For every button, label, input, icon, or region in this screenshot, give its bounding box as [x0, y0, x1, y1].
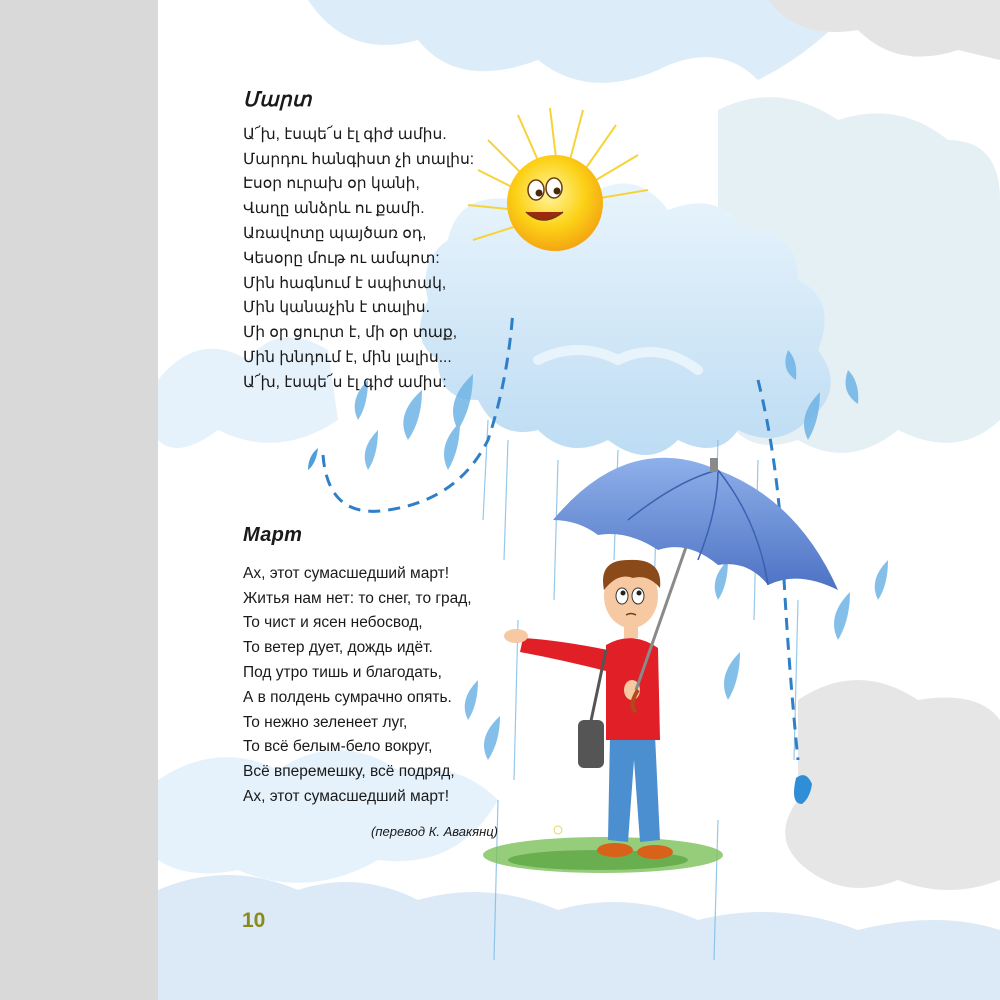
russian-poem-title: Март	[243, 524, 303, 546]
russian-poem-line: А в полдень сумрачно опять.	[243, 688, 452, 706]
russian-poem-line: Под утро тишь и благодать,	[243, 663, 442, 681]
russian-poem-line: То чист и ясен небосвод,	[243, 614, 423, 632]
armenian-poem-line: Մարդու հանգիստ չի տալիս:	[243, 150, 475, 168]
armenian-poem-line: Մին հագնում է սպիտակ,	[243, 274, 447, 292]
russian-poem-line: Ах, этот сумасшедший март!	[243, 564, 450, 582]
armenian-poem-line: Կեսօրը մութ ու ամպոտ:	[243, 249, 440, 267]
armenian-poem-line: Ա՜խ, էսպե՜ս էլ գիժ ամիս.	[243, 125, 447, 143]
boy	[504, 560, 673, 859]
russian-poem-line: То всё белым-бело вокруг,	[243, 738, 433, 756]
armenian-poem-line: Մին խնդում է, մին լալիս...	[243, 348, 452, 366]
armenian-poem-line: Մի օր ցուրտ է, մի օր տաք,	[243, 324, 458, 342]
translator-credit: (перевод К. Авакянц)	[371, 824, 498, 839]
armenian-poem-line: Առավոտը պայծառ օդ,	[243, 224, 427, 242]
armenian-poem-line: Մին կանաչին է տալիս.	[243, 299, 430, 317]
page-number: 10	[242, 909, 266, 932]
russian-poem-line: Ах, этот сумасшедший март!	[243, 787, 450, 805]
russian-poem-line: Житья нам нет: то снег, то град,	[243, 589, 472, 607]
russian-poem-line: Всё вперемешку, всё подряд,	[243, 763, 455, 781]
russian-poem	[243, 523, 472, 810]
russian-poem-line: То нежно зеленеет луг,	[243, 713, 408, 731]
armenian-poem-line: Վաղը անձրև ու քամի.	[243, 200, 425, 218]
armenian-poem-line: Ա՜խ, էսպե՜ս էլ գիժ ամիս:	[243, 373, 447, 391]
armenian-poem-line: Էսօր ուրախ օր կանի,	[243, 175, 420, 193]
armenian-poem-title: Մարտ	[243, 89, 312, 111]
russian-poem-line: То ветер дует, дождь идёт.	[243, 639, 433, 657]
book-page	[158, 0, 1000, 1000]
armenian-poem	[243, 88, 474, 396]
umbrella	[553, 458, 838, 712]
